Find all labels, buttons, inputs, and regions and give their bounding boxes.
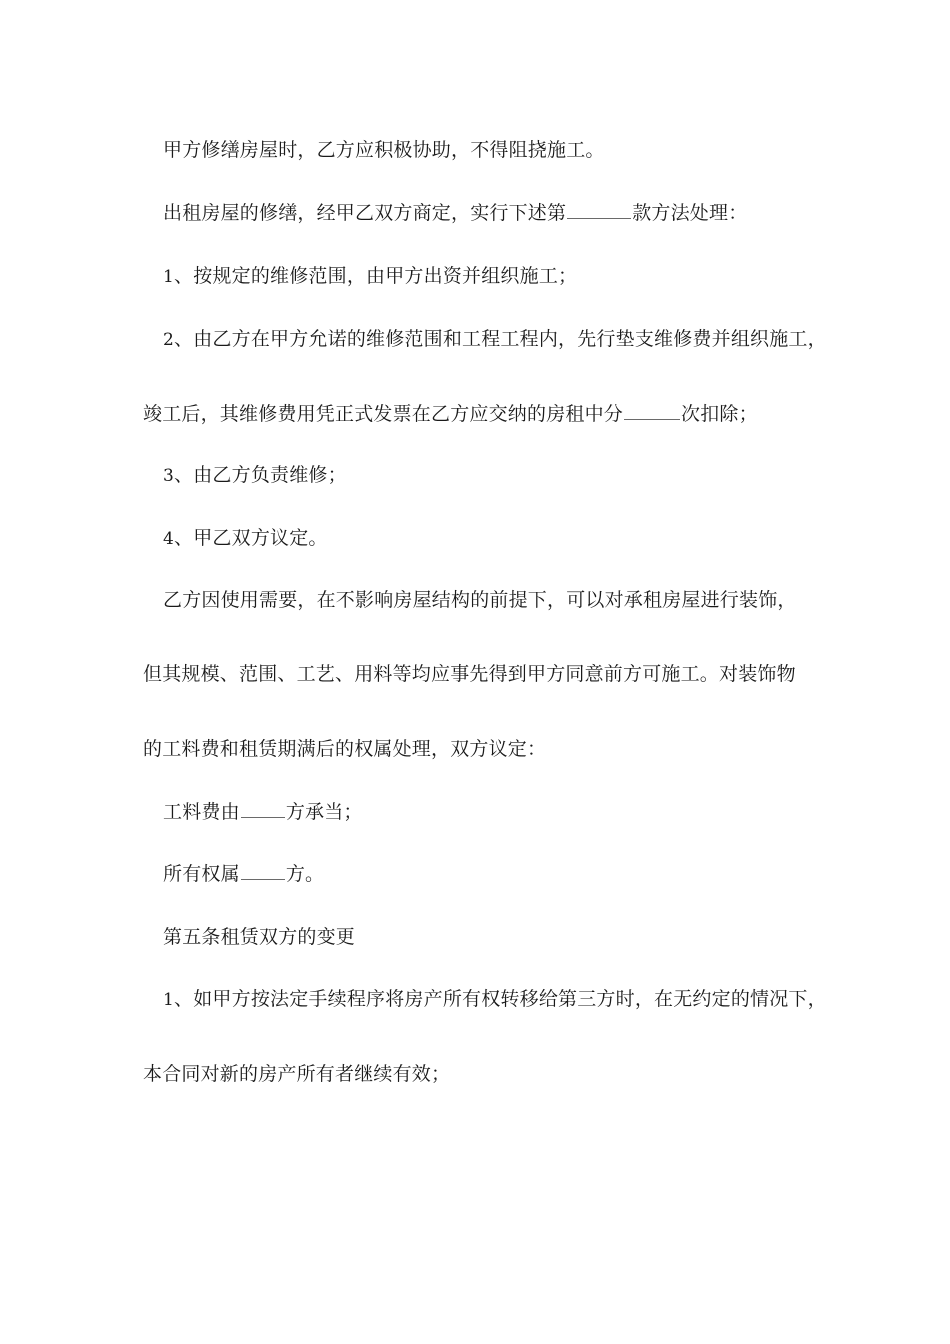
list-item-text: 、甲乙双方议定。 — [174, 527, 328, 549]
list-number: 1 — [163, 990, 175, 1010]
section-heading-text: 第五条租赁双方的变更 — [163, 926, 356, 948]
list-number: 2 — [163, 330, 175, 350]
paragraph-text-after-blank: 次扣除； — [681, 403, 758, 425]
paragraph-repair-cooperation — [163, 138, 605, 162]
list-item-transfer-continuation — [143, 1062, 450, 1086]
paragraph-text: 本合同对新的房产所有者继续有效； — [143, 1063, 451, 1085]
list-item-transfer — [163, 987, 827, 1012]
list-item-text: 、如甲方按法定手续程序将房产所有权转移给第三方时，在无约定的情况下， — [174, 988, 827, 1010]
list-item-2-continuation — [143, 402, 758, 426]
paragraph-decoration — [163, 588, 797, 612]
paragraph-decoration-continued — [143, 662, 796, 686]
list-item-3 — [163, 463, 347, 488]
fill-in-blank — [567, 201, 631, 219]
paragraph-text-before-blank: 竣工后，其维修费用凭正式发票在乙方应交纳的房租中分 — [143, 403, 624, 425]
paragraph-ownership — [163, 862, 324, 886]
paragraph-text: 的工料费和租赁期满后的权属处理，双方议定： — [143, 738, 547, 760]
paragraph-text: 但其规模、范围、工艺、用料等均应事先得到甲方同意前方可施工。对装饰物 — [143, 663, 796, 685]
paragraph-text: 甲方修缮房屋时，乙方应积极协助，不得阻挠施工。 — [163, 139, 605, 161]
list-item-text: 、由乙方在甲方允诺的维修范围和工程工程内，先行垫支维修费并组织施工， — [174, 328, 827, 350]
list-item-text: 、按规定的维修范围，由甲方出资并组织施工； — [174, 265, 578, 287]
fill-in-blank — [241, 800, 285, 818]
list-item-2 — [163, 327, 827, 352]
fill-in-blank — [241, 862, 285, 880]
fill-in-blank — [624, 402, 680, 420]
paragraph-text-before-blank: 所有权属 — [163, 863, 240, 885]
paragraph-decoration-end — [143, 737, 546, 761]
paragraph-text-after-blank: 方承当； — [285, 801, 363, 823]
list-item-text: 、由乙方负责维修； — [174, 464, 347, 486]
section-heading-article-5 — [163, 925, 355, 949]
paragraph-text-after-blank: 款方法处理： — [632, 202, 748, 224]
list-number: 1 — [163, 267, 175, 287]
paragraph-text-before-blank: 工料费由 — [163, 801, 240, 823]
paragraph-text: 乙方因使用需要，在不影响房屋结构的前提下，可以对承租房屋进行装饰， — [163, 589, 797, 611]
list-number: 4 — [163, 529, 175, 549]
paragraph-text-before-blank: 出租房屋的修缮，经甲乙双方商定，实行下述第 — [163, 202, 567, 224]
list-item-1 — [163, 264, 577, 289]
paragraph-repair-method — [163, 201, 747, 225]
list-number: 3 — [163, 466, 175, 486]
paragraph-material-cost — [163, 800, 363, 824]
list-item-4 — [163, 526, 328, 551]
paragraph-text-after-blank: 方。 — [285, 863, 325, 885]
